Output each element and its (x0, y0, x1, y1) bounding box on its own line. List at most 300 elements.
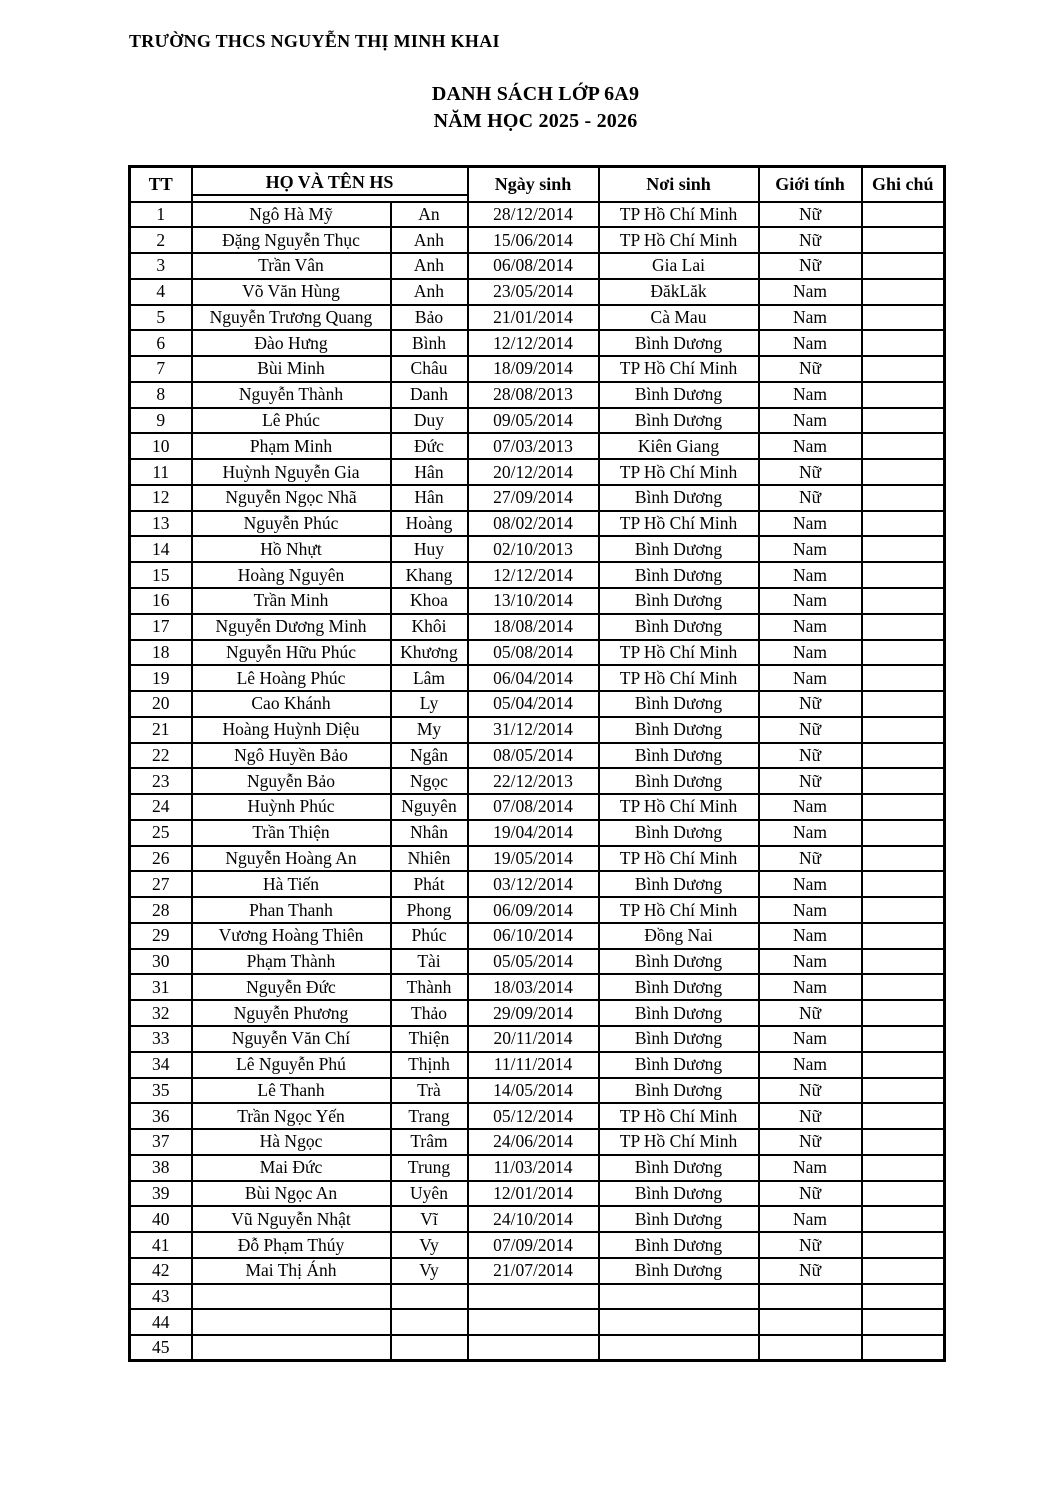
table-row (130, 227, 945, 253)
cell-ngay-sinh: 03/12/2014 (468, 871, 599, 897)
cell-ho: Nguyễn Trương Quang (192, 305, 391, 331)
cell-ngay-sinh: 12/12/2014 (468, 562, 599, 588)
cell-tt: 32 (130, 1000, 192, 1026)
cell-gioi-tinh: Nữ (759, 485, 862, 511)
cell-ngay-sinh: 08/05/2014 (468, 743, 599, 769)
cell-ten: Phúc (391, 923, 468, 949)
cell-noi-sinh: TP Hồ Chí Minh (599, 202, 759, 228)
cell-ghi-chu (862, 202, 945, 228)
document-title: DANH SÁCH LỚP 6A9 (431, 83, 640, 105)
cell-ngay-sinh: 31/12/2014 (468, 717, 599, 743)
cell-ghi-chu (862, 1103, 945, 1129)
cell-ngay-sinh: 13/10/2014 (468, 588, 599, 614)
cell-gioi-tinh: Nữ (759, 1258, 862, 1284)
cell-noi-sinh: TP Hồ Chí Minh (599, 846, 759, 872)
cell-ghi-chu (862, 846, 945, 872)
cell-ghi-chu (862, 1284, 945, 1310)
table-row (130, 433, 945, 459)
student-table-body (130, 202, 945, 1361)
cell-tt: 42 (130, 1258, 192, 1284)
cell-ho: Hồ Nhựt (192, 536, 391, 562)
cell-ten: Ngân (391, 743, 468, 769)
table-row (130, 1000, 945, 1026)
table-row (130, 691, 945, 717)
cell-noi-sinh: Bình Dương (599, 536, 759, 562)
cell-ten: Khôi (391, 614, 468, 640)
cell-gioi-tinh: Nam (759, 279, 862, 305)
cell-ho: Hoàng Nguyên (192, 562, 391, 588)
table-row (130, 536, 945, 562)
cell-ngay-sinh: 08/02/2014 (468, 511, 599, 537)
cell-ho: Nguyễn Hoàng An (192, 846, 391, 872)
cell-ten: Phong (391, 897, 468, 923)
table-row (130, 768, 945, 794)
table-row (130, 717, 945, 743)
cell-ten: Thành (391, 974, 468, 1000)
table-row (130, 1232, 945, 1258)
cell-ho: Lê Phúc (192, 408, 391, 434)
cell-ngay-sinh: 28/08/2013 (468, 382, 599, 408)
cell-ngay-sinh: 18/08/2014 (468, 614, 599, 640)
cell-ho: Nguyễn Văn Chí (192, 1026, 391, 1052)
cell-ghi-chu (862, 330, 945, 356)
cell-ngay-sinh: 05/05/2014 (468, 949, 599, 975)
cell-ghi-chu (862, 485, 945, 511)
cell-ho: Nguyễn Đức (192, 974, 391, 1000)
cell-ghi-chu (862, 1000, 945, 1026)
cell-gioi-tinh: Nam (759, 665, 862, 691)
column-header-ghi-chu: Ghi chú (862, 167, 945, 202)
table-row (130, 820, 945, 846)
cell-gioi-tinh: Nam (759, 511, 862, 537)
cell-tt: 16 (130, 588, 192, 614)
cell-tt: 17 (130, 614, 192, 640)
cell-tt: 8 (130, 382, 192, 408)
cell-ghi-chu (862, 459, 945, 485)
cell-tt: 9 (130, 408, 192, 434)
cell-ghi-chu (862, 356, 945, 382)
cell-tt: 1 (130, 202, 192, 228)
cell-ten: Ngọc (391, 768, 468, 794)
cell-ghi-chu (862, 1181, 945, 1207)
cell-noi-sinh: Bình Dương (599, 974, 759, 1000)
table-row (130, 949, 945, 975)
cell-tt: 40 (130, 1206, 192, 1232)
cell-tt: 33 (130, 1026, 192, 1052)
cell-ten: Anh (391, 279, 468, 305)
cell-ngay-sinh: 14/05/2014 (468, 1078, 599, 1104)
cell-ngay-sinh: 05/12/2014 (468, 1103, 599, 1129)
cell-gioi-tinh: Nữ (759, 1181, 862, 1207)
class-roster-table (128, 165, 946, 1362)
cell-ho: Vũ Nguyễn Nhật (192, 1206, 391, 1232)
cell-ten: Đức (391, 433, 468, 459)
cell-noi-sinh: Bình Dương (599, 1078, 759, 1104)
cell-tt: 10 (130, 433, 192, 459)
cell-ho: Trần Thiện (192, 820, 391, 846)
cell-tt: 14 (130, 536, 192, 562)
cell-gioi-tinh: Nam (759, 1155, 862, 1181)
cell-ho: Đào Hưng (192, 330, 391, 356)
cell-tt: 3 (130, 253, 192, 279)
cell-ghi-chu (862, 614, 945, 640)
cell-ten (391, 1335, 468, 1361)
cell-ghi-chu (862, 1309, 945, 1335)
cell-gioi-tinh: Nữ (759, 459, 862, 485)
cell-ghi-chu (862, 794, 945, 820)
cell-ghi-chu (862, 1129, 945, 1155)
cell-ghi-chu (862, 949, 945, 975)
cell-gioi-tinh: Nam (759, 949, 862, 975)
cell-tt: 34 (130, 1052, 192, 1078)
cell-ho: Ngô Huyền Bảo (192, 743, 391, 769)
cell-tt: 24 (130, 794, 192, 820)
cell-ngay-sinh: 12/01/2014 (468, 1181, 599, 1207)
cell-tt: 6 (130, 330, 192, 356)
cell-noi-sinh: Bình Dương (599, 1181, 759, 1207)
cell-ho: Đỗ Phạm Thúy (192, 1232, 391, 1258)
table-row (130, 974, 945, 1000)
table-row (130, 897, 945, 923)
cell-ghi-chu (862, 511, 945, 537)
cell-ten: Trà (391, 1078, 468, 1104)
cell-noi-sinh: TP Hồ Chí Minh (599, 356, 759, 382)
cell-noi-sinh: Bình Dương (599, 717, 759, 743)
cell-ngay-sinh: 24/06/2014 (468, 1129, 599, 1155)
table-row (130, 923, 945, 949)
cell-gioi-tinh: Nam (759, 1026, 862, 1052)
cell-ten: Vy (391, 1258, 468, 1284)
table-row (130, 253, 945, 279)
table-row (130, 1078, 945, 1104)
table-row (130, 330, 945, 356)
cell-ghi-chu (862, 305, 945, 331)
cell-ten: Bảo (391, 305, 468, 331)
cell-ho: Nguyễn Dương Minh (192, 614, 391, 640)
cell-ho: Trần Minh (192, 588, 391, 614)
cell-noi-sinh: TP Hồ Chí Minh (599, 665, 759, 691)
cell-noi-sinh: ĐăkLăk (599, 279, 759, 305)
cell-ngay-sinh: 06/04/2014 (468, 665, 599, 691)
cell-ten: Anh (391, 227, 468, 253)
cell-noi-sinh (599, 1335, 759, 1361)
cell-ngay-sinh: 21/07/2014 (468, 1258, 599, 1284)
cell-gioi-tinh: Nữ (759, 691, 862, 717)
table-row (130, 202, 945, 228)
cell-ghi-chu (862, 1206, 945, 1232)
cell-ghi-chu (862, 1155, 945, 1181)
cell-noi-sinh: Bình Dương (599, 1206, 759, 1232)
cell-tt: 29 (130, 923, 192, 949)
cell-gioi-tinh: Nữ (759, 1232, 862, 1258)
column-header-ho-ten (192, 167, 468, 202)
cell-gioi-tinh: Nam (759, 614, 862, 640)
cell-ho: Hoàng Huỳnh Diệu (192, 717, 391, 743)
cell-ngay-sinh (468, 1309, 599, 1335)
cell-ho: Phạm Thành (192, 949, 391, 975)
column-header-tt: TT (130, 167, 192, 202)
school-year-subtitle: NĂM HỌC 2025 - 2026 (433, 110, 638, 132)
cell-gioi-tinh: Nam (759, 382, 862, 408)
cell-noi-sinh: Bình Dương (599, 614, 759, 640)
table-row (130, 1309, 945, 1335)
table-row (130, 279, 945, 305)
cell-tt: 5 (130, 305, 192, 331)
cell-ho: Ngô Hà Mỹ (192, 202, 391, 228)
cell-ten: Châu (391, 356, 468, 382)
cell-gioi-tinh: Nam (759, 820, 862, 846)
cell-ten: Vy (391, 1232, 468, 1258)
table-row (130, 743, 945, 769)
cell-ngay-sinh: 18/09/2014 (468, 356, 599, 382)
table-row (130, 511, 945, 537)
table-row (130, 459, 945, 485)
cell-noi-sinh: Bình Dương (599, 1155, 759, 1181)
cell-ten: Danh (391, 382, 468, 408)
cell-ten: Khoa (391, 588, 468, 614)
table-row (130, 1129, 945, 1155)
cell-noi-sinh: Bình Dương (599, 768, 759, 794)
cell-ghi-chu (862, 820, 945, 846)
cell-noi-sinh: Kiên Giang (599, 433, 759, 459)
cell-gioi-tinh: Nam (759, 408, 862, 434)
cell-ho: Mai Đức (192, 1155, 391, 1181)
cell-ten: Uyên (391, 1181, 468, 1207)
cell-noi-sinh: Bình Dương (599, 330, 759, 356)
cell-ho: Mai Thị Ánh (192, 1258, 391, 1284)
cell-tt: 28 (130, 897, 192, 923)
cell-ho: Huỳnh Phúc (192, 794, 391, 820)
cell-ho: Nguyễn Bảo (192, 768, 391, 794)
cell-gioi-tinh: Nữ (759, 356, 862, 382)
cell-ngay-sinh: 05/08/2014 (468, 640, 599, 666)
cell-tt: 41 (130, 1232, 192, 1258)
cell-ngay-sinh: 07/03/2013 (468, 433, 599, 459)
cell-ho: Nguyễn Ngọc Nhã (192, 485, 391, 511)
cell-noi-sinh: Bình Dương (599, 1258, 759, 1284)
cell-tt: 45 (130, 1335, 192, 1361)
cell-ghi-chu (862, 871, 945, 897)
cell-ngay-sinh: 05/04/2014 (468, 691, 599, 717)
cell-noi-sinh: Đồng Nai (599, 923, 759, 949)
cell-gioi-tinh: Nữ (759, 1000, 862, 1026)
cell-ho: Vương Hoàng Thiên (192, 923, 391, 949)
cell-noi-sinh: Bình Dương (599, 820, 759, 846)
cell-ngay-sinh: 06/10/2014 (468, 923, 599, 949)
cell-ngay-sinh: 28/12/2014 (468, 202, 599, 228)
cell-tt: 43 (130, 1284, 192, 1310)
cell-gioi-tinh: Nam (759, 974, 862, 1000)
cell-ngay-sinh: 18/03/2014 (468, 974, 599, 1000)
cell-tt: 37 (130, 1129, 192, 1155)
cell-gioi-tinh (759, 1309, 862, 1335)
cell-tt: 20 (130, 691, 192, 717)
cell-ho: Lê Thanh (192, 1078, 391, 1104)
cell-ghi-chu (862, 1052, 945, 1078)
cell-ghi-chu (862, 717, 945, 743)
table-row (130, 665, 945, 691)
cell-gioi-tinh: Nữ (759, 253, 862, 279)
cell-gioi-tinh (759, 1284, 862, 1310)
cell-tt: 38 (130, 1155, 192, 1181)
cell-ghi-chu (862, 588, 945, 614)
cell-ho: Võ Văn Hùng (192, 279, 391, 305)
cell-ten: Trung (391, 1155, 468, 1181)
table-header-row (130, 167, 945, 202)
cell-ghi-chu (862, 640, 945, 666)
cell-ghi-chu (862, 1258, 945, 1284)
cell-gioi-tinh: Nam (759, 536, 862, 562)
cell-ten: Khang (391, 562, 468, 588)
cell-ngay-sinh: 19/05/2014 (468, 846, 599, 872)
cell-tt: 23 (130, 768, 192, 794)
cell-ho: Lê Hoàng Phúc (192, 665, 391, 691)
cell-noi-sinh: Bình Dương (599, 562, 759, 588)
cell-tt: 2 (130, 227, 192, 253)
cell-gioi-tinh: Nam (759, 640, 862, 666)
cell-ngay-sinh: 23/05/2014 (468, 279, 599, 305)
cell-tt: 27 (130, 871, 192, 897)
cell-noi-sinh: Bình Dương (599, 408, 759, 434)
cell-gioi-tinh: Nam (759, 794, 862, 820)
cell-ten: Thiện (391, 1026, 468, 1052)
cell-tt: 44 (130, 1309, 192, 1335)
cell-ten: Tài (391, 949, 468, 975)
table-row (130, 1335, 945, 1361)
cell-ngay-sinh (468, 1335, 599, 1361)
cell-ngay-sinh (468, 1284, 599, 1310)
cell-ngay-sinh: 21/01/2014 (468, 305, 599, 331)
table-row (130, 588, 945, 614)
cell-ghi-chu (862, 768, 945, 794)
cell-ho: Cao Khánh (192, 691, 391, 717)
cell-gioi-tinh: Nữ (759, 768, 862, 794)
cell-gioi-tinh: Nam (759, 897, 862, 923)
cell-gioi-tinh: Nữ (759, 1103, 862, 1129)
cell-tt: 35 (130, 1078, 192, 1104)
cell-tt: 15 (130, 562, 192, 588)
column-header-ho-ten-label: HỌ VÀ TÊN HS (193, 172, 467, 196)
cell-ghi-chu (862, 923, 945, 949)
cell-tt: 39 (130, 1181, 192, 1207)
cell-gioi-tinh: Nữ (759, 846, 862, 872)
cell-noi-sinh: TP Hồ Chí Minh (599, 897, 759, 923)
cell-ho: Nguyễn Hữu Phúc (192, 640, 391, 666)
cell-ngay-sinh: 07/08/2014 (468, 794, 599, 820)
cell-gioi-tinh: Nam (759, 588, 862, 614)
table-row (130, 794, 945, 820)
cell-ghi-chu (862, 1232, 945, 1258)
cell-noi-sinh: TP Hồ Chí Minh (599, 640, 759, 666)
cell-ghi-chu (862, 691, 945, 717)
table-row (130, 485, 945, 511)
cell-ghi-chu (862, 562, 945, 588)
cell-ho: Trần Ngọc Yến (192, 1103, 391, 1129)
cell-ten: Huy (391, 536, 468, 562)
cell-ngay-sinh: 11/11/2014 (468, 1052, 599, 1078)
cell-noi-sinh: Bình Dương (599, 1232, 759, 1258)
cell-ngay-sinh: 06/09/2014 (468, 897, 599, 923)
cell-gioi-tinh: Nữ (759, 227, 862, 253)
cell-ghi-chu (862, 743, 945, 769)
cell-ghi-chu (862, 897, 945, 923)
cell-noi-sinh: Bình Dương (599, 743, 759, 769)
cell-gioi-tinh: Nữ (759, 202, 862, 228)
cell-ngay-sinh: 20/11/2014 (468, 1026, 599, 1052)
cell-ten: Thảo (391, 1000, 468, 1026)
cell-ghi-chu (862, 227, 945, 253)
cell-noi-sinh: Bình Dương (599, 1000, 759, 1026)
cell-noi-sinh: Bình Dương (599, 588, 759, 614)
cell-ho: Bùi Ngọc An (192, 1181, 391, 1207)
cell-ho (192, 1284, 391, 1310)
cell-ten: Phát (391, 871, 468, 897)
cell-ghi-chu (862, 408, 945, 434)
cell-noi-sinh: Bình Dương (599, 382, 759, 408)
cell-ten: An (391, 202, 468, 228)
column-header-noi-sinh: Nơi sinh (599, 167, 759, 202)
table-row (130, 1181, 945, 1207)
cell-gioi-tinh: Nữ (759, 1129, 862, 1155)
cell-ghi-chu (862, 382, 945, 408)
table-row (130, 1258, 945, 1284)
table-row (130, 846, 945, 872)
cell-ho: Trần Vân (192, 253, 391, 279)
cell-noi-sinh: TP Hồ Chí Minh (599, 511, 759, 537)
cell-ten: Duy (391, 408, 468, 434)
cell-gioi-tinh: Nam (759, 871, 862, 897)
cell-gioi-tinh: Nam (759, 433, 862, 459)
cell-ten: Trang (391, 1103, 468, 1129)
cell-ten (391, 1284, 468, 1310)
cell-gioi-tinh: Nam (759, 305, 862, 331)
cell-noi-sinh: Bình Dương (599, 1026, 759, 1052)
cell-ten: Ly (391, 691, 468, 717)
cell-noi-sinh: TP Hồ Chí Minh (599, 227, 759, 253)
cell-noi-sinh: TP Hồ Chí Minh (599, 459, 759, 485)
school-name: TRƯỜNG THCS NGUYỄN THỊ MINH KHAI (129, 31, 500, 51)
cell-gioi-tinh: Nữ (759, 743, 862, 769)
cell-ngay-sinh: 09/05/2014 (468, 408, 599, 434)
cell-tt: 22 (130, 743, 192, 769)
cell-noi-sinh: Bình Dương (599, 871, 759, 897)
cell-ten (391, 1309, 468, 1335)
cell-gioi-tinh: Nữ (759, 1078, 862, 1104)
column-header-ngay-sinh: Ngày sinh (468, 167, 599, 202)
cell-noi-sinh: TP Hồ Chí Minh (599, 794, 759, 820)
cell-gioi-tinh: Nữ (759, 717, 862, 743)
cell-gioi-tinh: Nam (759, 923, 862, 949)
cell-ghi-chu (862, 433, 945, 459)
cell-ten: Khương (391, 640, 468, 666)
cell-ten: Hân (391, 485, 468, 511)
cell-noi-sinh (599, 1284, 759, 1310)
cell-tt: 7 (130, 356, 192, 382)
cell-tt: 36 (130, 1103, 192, 1129)
cell-gioi-tinh: Nam (759, 1052, 862, 1078)
table-row (130, 1284, 945, 1310)
cell-ten: Lâm (391, 665, 468, 691)
cell-tt: 31 (130, 974, 192, 1000)
cell-ngay-sinh: 02/10/2013 (468, 536, 599, 562)
cell-ho: Hà Ngọc (192, 1129, 391, 1155)
cell-ghi-chu (862, 1026, 945, 1052)
cell-ngay-sinh: 06/08/2014 (468, 253, 599, 279)
cell-noi-sinh: Cà Mau (599, 305, 759, 331)
cell-ghi-chu (862, 974, 945, 1000)
cell-ghi-chu (862, 536, 945, 562)
cell-ten: Nguyên (391, 794, 468, 820)
